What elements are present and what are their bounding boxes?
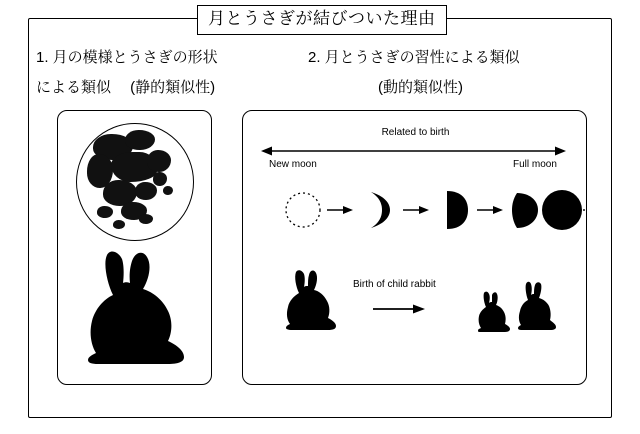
phase-arrow-3-icon (477, 205, 503, 215)
rabbit-silhouette-icon (80, 249, 192, 369)
parent-rabbit-icon (283, 269, 339, 331)
related-to-birth-label: Related to birth (381, 127, 450, 138)
new-moon-label: New moon (269, 159, 317, 170)
heading-right-line2: (動的類似性) (378, 79, 463, 96)
full-moon-label: Full moon (513, 159, 557, 170)
moon-phase-sequence (265, 179, 570, 241)
moon-phase-full-moon-icon (541, 179, 585, 241)
heading-left-line2: による類似 (静的類似性) (36, 79, 216, 96)
phase-arrow-2-icon (403, 205, 429, 215)
heading-right-line1: 2. 月とうさぎの習性による類似 (308, 49, 520, 66)
birth-arrow-icon (373, 303, 425, 315)
moon-phase-new-moon-icon (281, 179, 325, 241)
static-similarity-panel (57, 110, 212, 385)
child-rabbit-icon-1 (476, 291, 512, 333)
birth-of-child-rabbit-label: Birth of child rabbit (353, 279, 436, 290)
related-to-birth-arrow-icon (261, 145, 566, 157)
moon-phase-first-quarter-icon (431, 179, 475, 241)
moon-phase-waxing-crescent-icon (357, 179, 401, 241)
full-moon-icon (76, 123, 194, 241)
child-rabbit-icon-2 (516, 281, 558, 331)
page-title: 月とうさぎが結びついた理由 (197, 5, 447, 35)
phase-arrow-1-icon (327, 205, 353, 215)
dynamic-similarity-panel (242, 110, 587, 385)
heading-left-line1: 1. 月の模様とうさぎの形状 (36, 49, 218, 66)
